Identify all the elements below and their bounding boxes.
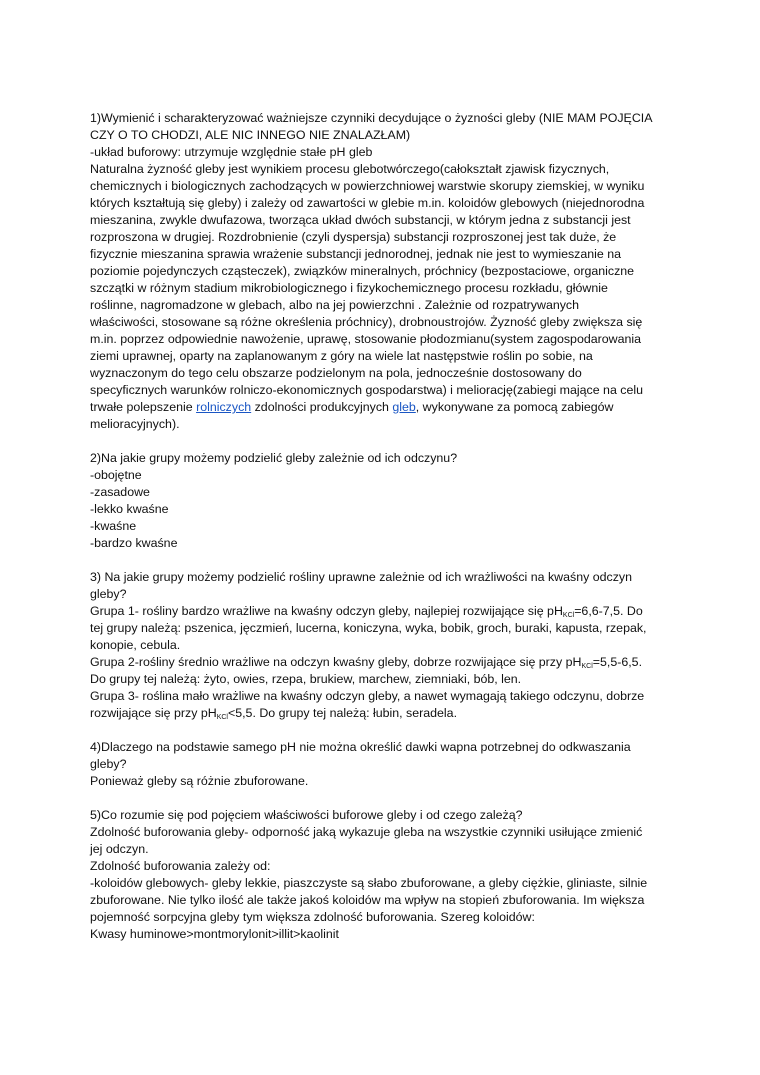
text-segment: <5,5. Do grupy tej należą: łubin, seradela.	[227, 706, 458, 720]
text-line: Naturalna żyzność gleby jest wynikiem procesu glebotwórczego(całokształt zjawisk fizycznych,	[90, 162, 610, 176]
text-line: roślinne, nagromadzone w glebach, albo na jej powierzchni . Zależnie od rozpatrywanych	[90, 298, 580, 312]
text-line: Grupa 3- roślina mało wrażliwe na kwaśny odczyn gleby, a nawet wymagają takiego odczynu, dobrze	[90, 689, 645, 703]
text-line: specyficznych warunków rolniczo-ekonomicznych gospodarstwa) i meliorację(zabiegi mające na celu	[90, 383, 644, 397]
paragraph-gap	[90, 552, 690, 569]
question-4-heading: 4)Dlaczego na podstawie samego pH nie można określić dawki wapna potrzebnej do odkwaszania	[90, 740, 631, 754]
text-segment: =5,5-6,5.	[592, 655, 643, 669]
text-segment: rozwijające się przy pH	[90, 706, 217, 720]
text-segment: Grupa 1- rośliny bardzo wrażliwe na kwaśny odczyn gleby, najlepiej rozwijające się pH	[90, 604, 563, 618]
text-line: jej odczyn.	[90, 842, 149, 856]
text-line: m.in. poprzez odpowiednie nawożenie, uprawę, stosowanie płodozmianu(system zagospodarowania	[90, 332, 642, 346]
text-line: poziomie pojedynczych cząsteczek), związków mineralnych, próchnicy (bezpostaciowe, organiczne	[90, 264, 635, 278]
text-segment: =6,6-7,5. Do	[574, 604, 643, 618]
paragraph-gap	[90, 433, 690, 450]
subscript-kcl: KCl	[581, 663, 593, 670]
text-line: -układ buforowy: utrzymuje względnie stałe pH gleb	[90, 145, 373, 159]
question-3-heading: 3) Na jakie grupy możemy podzielić rośliny uprawne zależnie od ich wrażliwości na kwaśny odczyn	[90, 570, 632, 584]
text-line: -koloidów glebowych- gleby lekkie, piaszczyste są słabo zbuforowane, a gleby ciężkie, gliniaste, silnie	[90, 876, 648, 890]
text-line: konopie, cebula.	[90, 638, 181, 652]
question-4-heading-cont: gleby?	[90, 757, 127, 771]
text-line: mieszanina, zwykle dwufazowa, tworząca układ dwóch substancji, w którym jedna z substancji jest	[90, 213, 631, 227]
question-1-heading: 1)Wymienić i scharakteryzować ważniejsze czynniki decydujące o żyzności gleby (NIE MAM POJĘCIA	[90, 111, 653, 125]
paragraph-gap	[90, 790, 690, 807]
text-line: fizycznie mieszanina sprawia wrażenie substancji jednorodnej, jednak nie jest to wymieszanie na	[90, 247, 622, 261]
text-line: Zdolność buforowania gleby- odporność jaką wykazuje gleba na wszystkie czynniki usiłujące zmienić	[90, 825, 643, 839]
list-item: -obojętne	[90, 468, 142, 482]
text-line-with-links	[90, 399, 690, 416]
question-2-heading: 2)Na jakie grupy możemy podzielić gleby zależnie od ich odczynu?	[90, 451, 458, 465]
paragraph-gap	[90, 722, 690, 739]
text-line: wyznaczonym do tego celu obszarze podzielonym na pola, jednocześnie dostosowany do	[90, 366, 582, 380]
document-page	[90, 110, 690, 943]
list-item: -lekko kwaśne	[90, 502, 169, 516]
question-5-heading: 5)Co rozumie się pod pojęciem właściwości buforowe gleby i od czego zależą?	[90, 808, 523, 822]
list-item: -kwaśne	[90, 519, 137, 533]
text-segment: , wykonywane za pomocą zabiegów	[415, 400, 614, 414]
list-item: -bardzo kwaśne	[90, 536, 178, 550]
text-line: Zdolność buforowania zależy od:	[90, 859, 271, 873]
list-item: -zasadowe	[90, 485, 150, 499]
text-segment: trwałe polepszenie	[90, 400, 197, 414]
text-line: szczątki w różnym stadium mikrobiologicznego i fizykochemicznego procesu rozkładu, głównie	[90, 281, 608, 295]
subscript-kcl: KCl	[562, 612, 575, 619]
text-line: Ponieważ gleby są różnie zbuforowane.	[90, 774, 309, 788]
text-line: których kształtują się gleby) i zależy od zawartości w glebie m.in. koloidów glebowych (niejednorodna	[90, 196, 645, 210]
text-line	[90, 654, 690, 671]
question-1-heading-cont: CZY O TO CHODZI, ALE NIC INNEGO NIE ZNALAZŁAM)	[90, 128, 411, 142]
text-segment: zdolności produkcyjnych	[251, 400, 393, 414]
text-line: tej grupy należą: pszenica, jęczmień, lucerna, koniczyna, wyka, bobik, groch, buraki, kapusta, rzepak,	[90, 621, 647, 635]
text-line: melioracyjnych).	[90, 417, 180, 431]
subscript-kcl: KCl	[216, 714, 228, 721]
text-line: Kwasy huminowe>montmorylonit>illit>kaolinit	[90, 927, 339, 941]
text-line	[90, 603, 690, 620]
question-3-heading-cont: gleby?	[90, 587, 127, 601]
text-line: pojemność sorpcyjna gleby tym większa zdolność buforowania. Szereg koloidów:	[90, 910, 535, 924]
text-line: zbuforowane. Nie tylko ilość ale także jakoś koloidów ma wpływ na stopień zbuforowania. Im większa	[90, 893, 645, 907]
link-rolniczych[interactable]: rolniczych	[196, 400, 252, 414]
link-gleb[interactable]: gleb	[392, 400, 416, 414]
text-segment: Grupa 2-rośliny średnio wrażliwe na odczyn kwaśny gleby, dobrze rozwijające się przy pH	[90, 655, 582, 669]
text-line: ziemi uprawnej, oparty na zaplanowanym z góry na wiele lat następstwie roślin po sobie, na	[90, 349, 593, 363]
text-line: rozproszona w drugiej. Rozdrobnienie (czyli dyspersja) substancji rozproszonej jest tak duże, że	[90, 230, 617, 244]
text-line	[90, 705, 690, 722]
text-line: chemicznych i biologicznych zachodzących w powierzchniowej warstwie skorupy ziemskiej, w wyniku	[90, 179, 645, 193]
text-line: Do grupy tej należą: żyto, owies, rzepa, brukiew, marchew, ziemniaki, bób, len.	[90, 672, 522, 686]
text-line: właściwości, stosowane są różne określenia próchnicy), drobnoustrojów. Żyzność gleby zwiększa się	[90, 315, 643, 329]
